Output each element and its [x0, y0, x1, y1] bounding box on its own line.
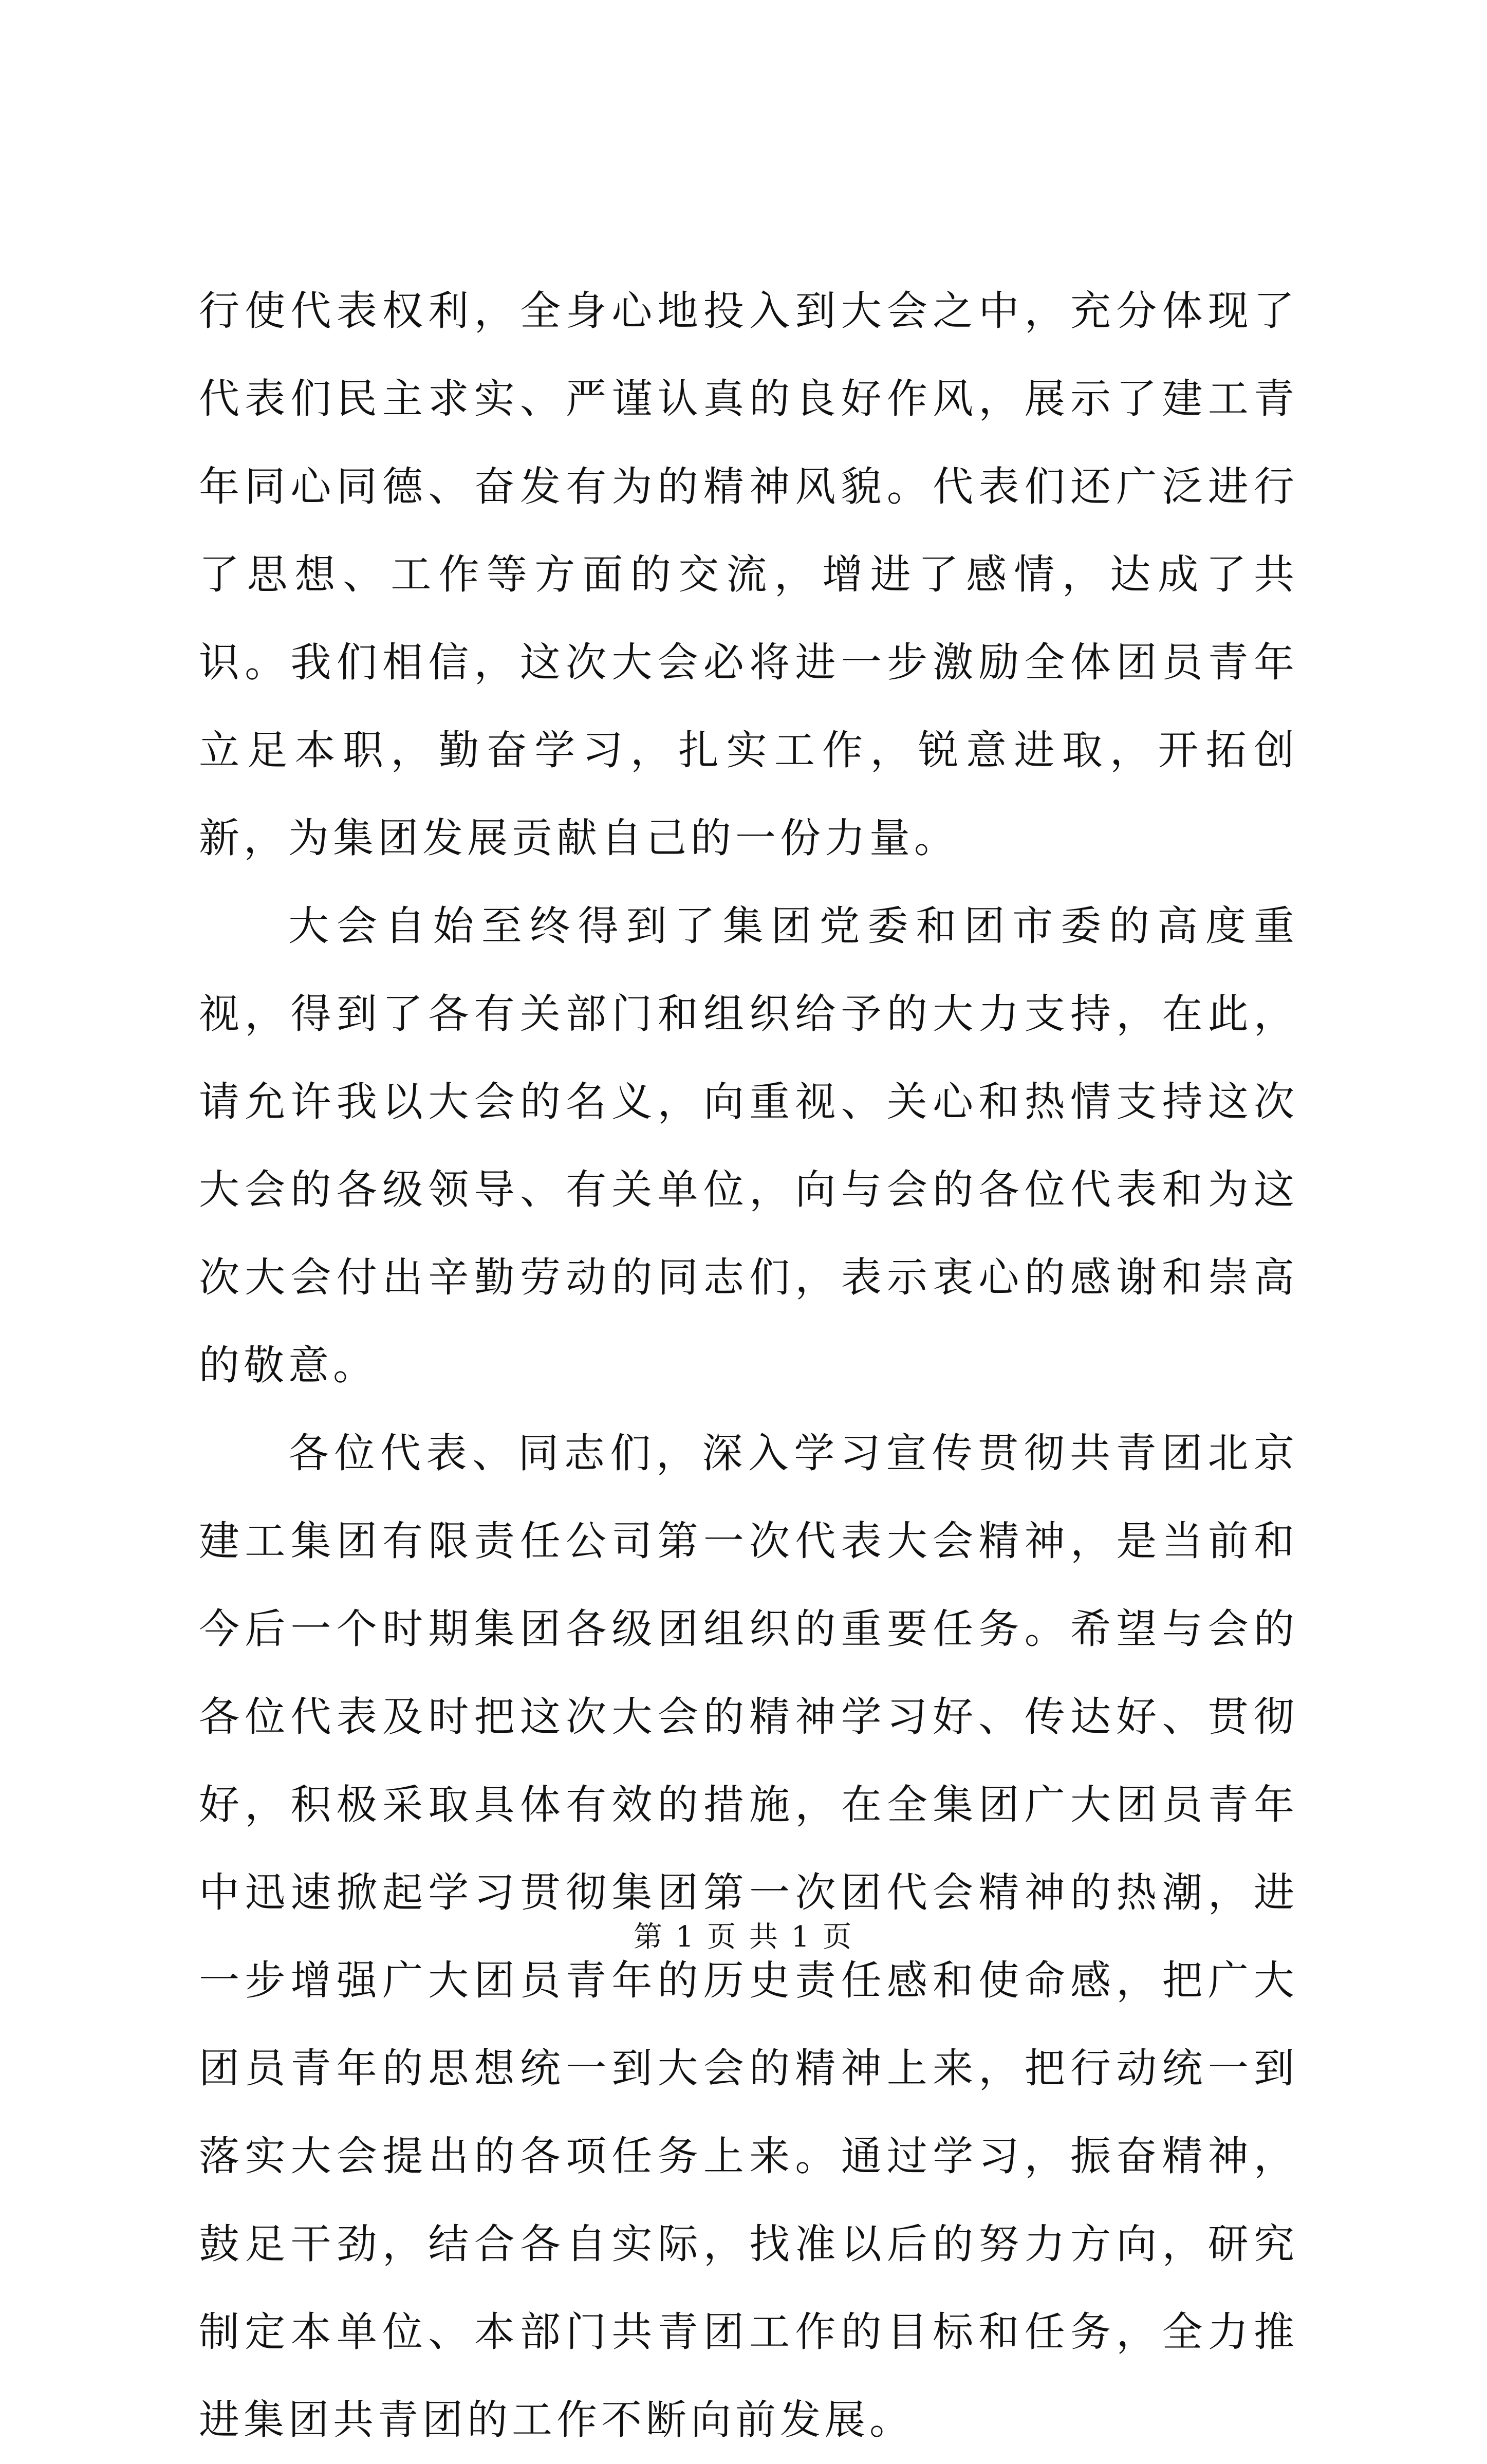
paragraph-continuation: 行使代表权利，全身心地投入到大会之中，充分体现了代表们民主求实、严谨认真的良好作风，展示了建工青年同心同德、奋发有为的精神风貌。代表们还广泛进行了思想、工作等方面的交流，增进了感情，达成了共识。我们相信，这次大会必将进一步激励全体团员青年立足本职，勤奋学习，扎实工作，锐意进取，开拓创新，为集团发展贡献自己的一份力量。 [199, 287, 1298, 862]
document-body [199, 267, 1298, 2464]
paragraph-call-to-action: 各位代表、同志们，深入学习宣传贯彻共青团北京建工集团有限责任公司第一次代表大会精神，是当前和今后一个时期集团各级团组织的重要任务。希望与会的各位代表及时把这次大会的精神学习好、传达好、贯彻好，积极采取具体有效的措施，在全集团广大团员青年中迅速掀起学习贯彻集团第一次团代会精神的热潮，进一步增强广大团员青年的历史责任感和使命感，把广大团员青年的思想统一到大会的精神上来，把行动统一到落实大会提出的各项任务上来。通过学习，振奋精神，鼓足干劲，结合各自实际，找准以后的努力方向，研究制定本单位、本部门共青团工作的目标和任务，全力推进集团共青团的工作不断向前发展。 [199, 1430, 1298, 2443]
paragraph-thanks: 大会自始至终得到了集团党委和团市委的高度重视，得到了各有关部门和组织给予的大力支持，在此，请允许我以大会的名义，向重视、关心和热情支持这次大会的各级领导、有关单位，向与会的各位代表和为这次大会付出辛勤劳动的同志们，表示衷心的感谢和崇高的敬意。 [199, 902, 1298, 1389]
page-number-footer: 第 1 页 共 1 页 [633, 1920, 854, 1954]
